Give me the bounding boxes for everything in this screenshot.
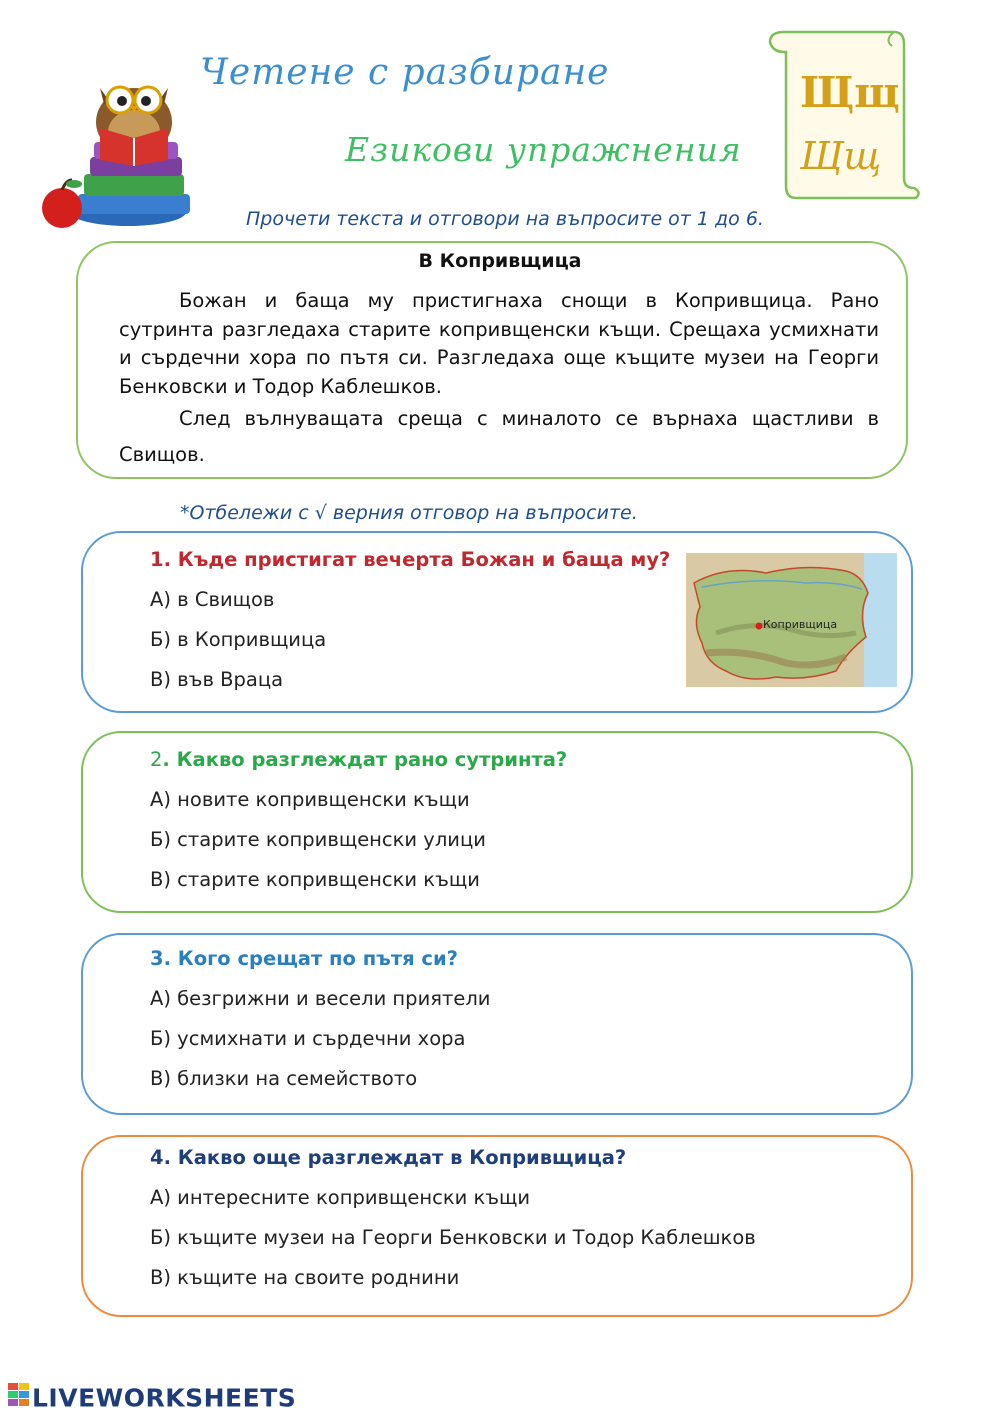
question-2-option-c[interactable]: В) старите копривщенски къщи [150, 868, 480, 891]
header-title-reading: Четене с разбиране [200, 52, 610, 93]
story-title: В Копривщица [418, 250, 582, 272]
question-4-text: Какво още разглеждат в Копривщица? [177, 1146, 627, 1169]
question-3-option-b[interactable]: Б) усмихнати и сърдечни хора [150, 1027, 466, 1050]
question-4-option-a[interactable]: А) интересните копривщенски къщи [150, 1186, 531, 1209]
scroll-letters-script: Щщ [800, 134, 882, 178]
question-1-option-c[interactable]: В) във Враца [150, 668, 284, 691]
logo-blocks-icon [8, 1383, 30, 1413]
logo-text: LIVEWORKSHEETS [32, 1383, 297, 1413]
question-2-text: . Какво разглеждат рано сутринта? [162, 748, 568, 771]
reading-instruction: Прочети текста и отговори на въпросите от 1 до 6. [246, 208, 764, 230]
liveworksheets-logo[interactable] [8, 1382, 296, 1413]
question-4-number: 4. [150, 1146, 171, 1169]
story-text [119, 287, 879, 473]
question-1-option-b[interactable]: Б) в Копривщица [150, 628, 327, 651]
question-4-option-c[interactable]: В) къщите на своите роднини [150, 1266, 460, 1289]
question-1-text: Къде пристигат вечерта Божан и баща му? [177, 548, 671, 571]
map-label-koprivshtitsa: Копривщица [763, 618, 838, 631]
question-2-option-b[interactable]: Б) старите копривщенски улици [150, 828, 486, 851]
story-paragraph-1: Божан и баща му пристигнаха снощи в Копривщица. Рано сутринта разгледаха старите копривщенски къщи. Срещаха усмихнати и сърдечни хора по пътя си. Разгледаха още къщите музеи на Георги Бенковски и Тодор Каблешков. [119, 289, 879, 398]
story-paragraph-2: След вълнуващата среща с миналото се върнаха щастливи в Свищов. [119, 407, 879, 466]
question-3-number: 3. [150, 947, 171, 970]
scroll-letters-print: Щщ [800, 68, 900, 117]
question-2-option-a[interactable]: А) новите копривщенски къщи [150, 788, 470, 811]
question-2-number: 2 [150, 748, 163, 771]
question-4-option-b[interactable]: Б) къщите музеи на Георги Бенковски и Тодор Каблешков [150, 1226, 756, 1249]
question-1-title [150, 548, 670, 571]
mark-answer-instruction: *Отбележи с √ верния отговор на въпросите. [180, 502, 638, 524]
question-1-option-a[interactable]: А) в Свищов [150, 588, 275, 611]
header-title-exercises: Езикови упражнения [345, 130, 742, 169]
question-3-title [150, 947, 458, 970]
question-3-option-a[interactable]: А) безгрижни и весели приятели [150, 987, 491, 1010]
question-3-text: Кого срещат по пътя си? [177, 947, 458, 970]
question-3-option-c[interactable]: В) близки на семейството [150, 1067, 418, 1090]
question-2-title [150, 748, 567, 771]
question-1-number: 1. [150, 548, 171, 571]
question-4-title [150, 1146, 626, 1169]
